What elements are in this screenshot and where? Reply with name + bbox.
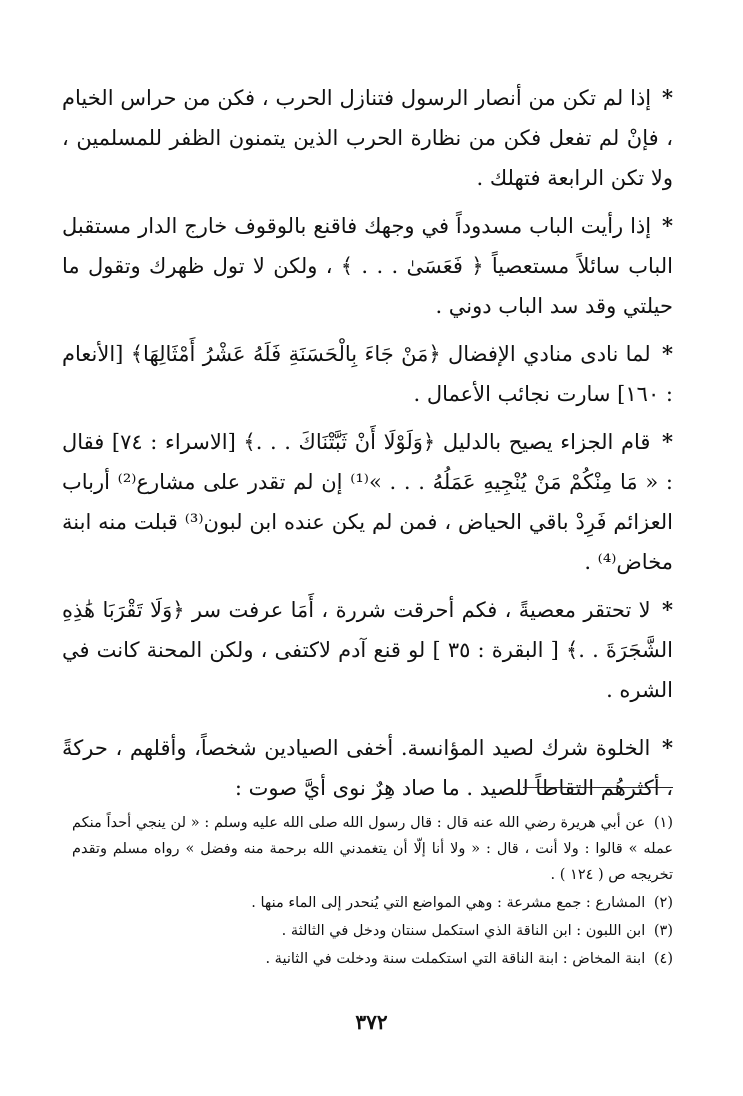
page-number: ٣٧٢: [355, 1010, 388, 1034]
footnote: [72, 890, 673, 916]
bullet-star: *: [662, 341, 673, 366]
paragraph-text: قام الجزاء يصيح بالدليل ﴿وَلَوْلَا أَنْ ثَبَّتْنَاكَ . . .﴾ [الاسراء : ٧٤] فقال : « مَا مِنْكُمْ مَنْ يُنْجِيهِ عَمَلُهُ . . . »⁽¹⁾ إن لم تقدر على مشارع⁽²⁾ أرباب العزائم فَرِدْ باقي الحياض ، فمن لم يكن عنده ابن لبون⁽³⁾ قبلت منه ابنة مخاض⁽⁴⁾ .: [62, 430, 673, 574]
paragraph: [62, 334, 673, 414]
footnote-number: (٤): [653, 951, 673, 967]
footnote-divider: [523, 787, 673, 788]
bullet-star: *: [662, 735, 673, 760]
paragraph-text: الخلوة شرك لصيد المؤانسة. أخفى الصيادين شخصاً، وأقلهم ، حركةً ، أكثرهُم التقاطاً للصيد . ما صاد هِرٌ نوى أيَّ صوت :: [62, 736, 673, 800]
paragraph: [62, 728, 673, 808]
footnote-number: (٣): [653, 923, 673, 939]
paragraph: [62, 422, 673, 582]
footnotes: [72, 810, 673, 974]
bullet-star: *: [662, 429, 673, 454]
paragraph-text: إذا لم تكن من أنصار الرسول فتنازل الحرب ، فكن من حراس الخيام ، فإنْ لم تفعل فكن من نظارة الحرب الذين يتمنون الظفر للمسلمين ، ولا تكن الرابعة فتهلك .: [62, 86, 673, 190]
bullet-star: *: [662, 597, 673, 622]
paragraph-text: إذا رأيت الباب مسدوداً في وجهك فاقنع بالوقوف خارج الدار مستقبل الباب سائلاً مستعصياً ﴿ فَعَسَىٰ . . . ﴾ ، ولكن لا تول ظهرك وتقول ما حيلتي وقد سد الباب دوني .: [62, 214, 673, 318]
footnote-text: ابنة المخاض : ابنة الناقة التي استكملت سنة ودخلت في الثانية .: [265, 951, 646, 967]
footnote-number: (١): [653, 815, 673, 831]
paragraph-text: لا تحتقر معصيةً ، فكم أحرقت شررة ، أَمَا عرفت سر ﴿وَلَا تَقْرَبَا هَٰذِهِ الشَّجَرَةَ . .﴾ [ البقرة : ٣٥ ] لو قنع آدم لاكتفى ، ولكن المحنة كانت في الشره .: [62, 598, 674, 702]
footnote: [72, 918, 673, 944]
footnote-number: (٢): [653, 895, 673, 911]
bullet-star: *: [662, 85, 673, 110]
paragraph: [62, 590, 673, 710]
paragraph-text: لما نادى منادي الإفضال ﴿مَنْ جَاءَ بِالْحَسَنَةِ فَلَهُ عَشْرُ أَمْثَالِهَا﴾ [الأنعام : ١٦٠] سارت نجائب الأعمال .: [62, 342, 673, 406]
footnote-text: المشارع : جمع مشرعة : وهي المواضع التي يُنحدر إلى الماء منها .: [251, 895, 646, 911]
bullet-star: *: [662, 213, 673, 238]
main-text: [62, 78, 673, 808]
footnote: [72, 810, 673, 888]
footnote-text: ابن اللبون : ابن الناقة الذي استكمل سنتان ودخل في الثالثة .: [281, 923, 646, 939]
paragraph: [62, 206, 673, 326]
paragraph: [62, 78, 673, 198]
footnote: [72, 946, 673, 972]
footnote-text: عن أبي هريرة رضي الله عنه قال : قال رسول الله صلى الله عليه وسلم : « لن ينجي أحداً منكم عمله » قالوا : ولا أنت ، قال : « ولا أنا إلّا أن يتغمدني الله برحمة منه وفضل » رواه مسلم وتقدم تخريجه ص ( ١٢٤ ) .: [72, 815, 673, 883]
